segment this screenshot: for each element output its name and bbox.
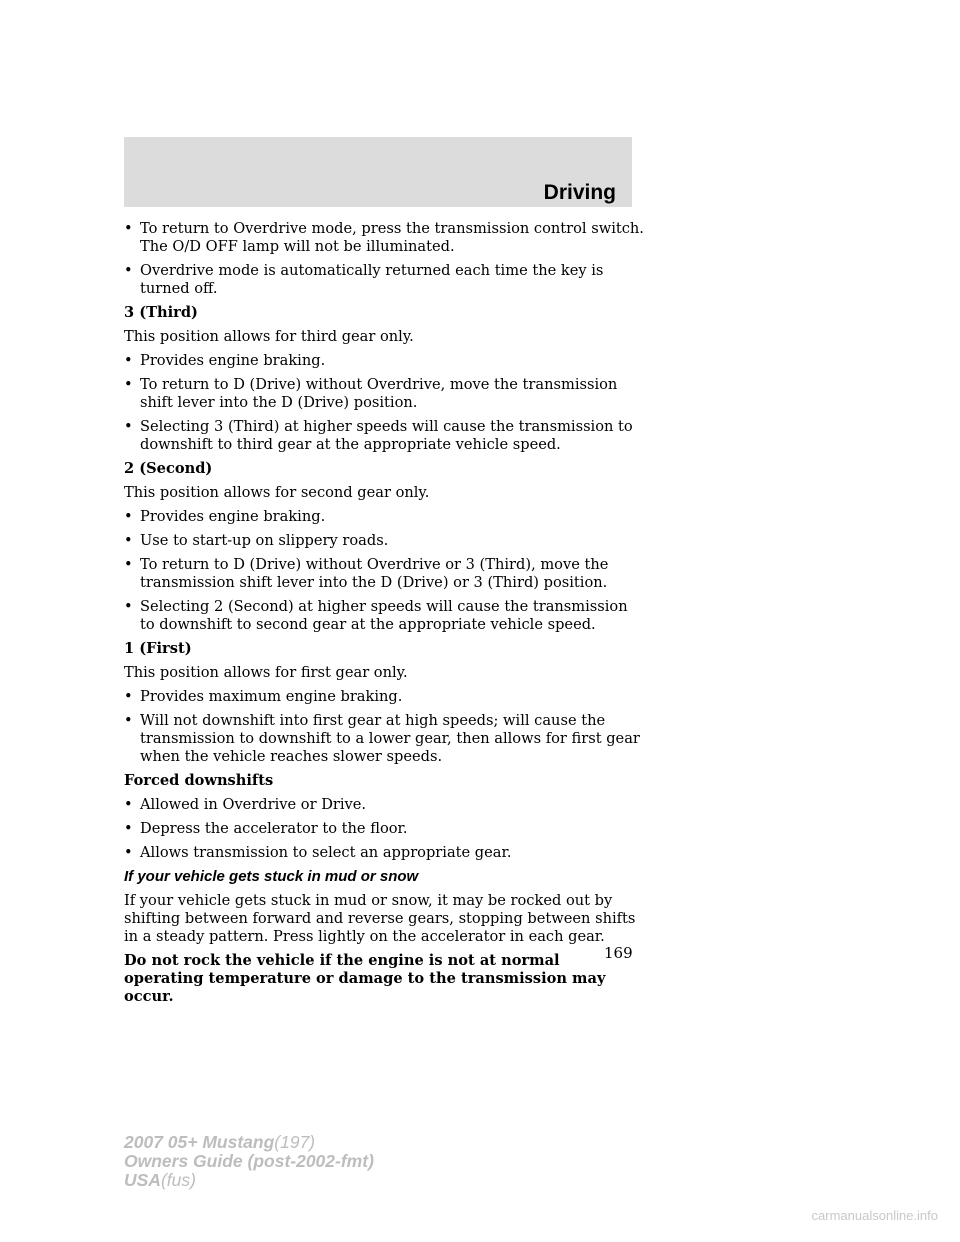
footer-line-1 xyxy=(124,1133,374,1152)
heading: Forced downshifts xyxy=(124,772,274,789)
heading: 3 (Third) xyxy=(124,304,198,321)
watermark: carmanualsonline.info xyxy=(811,1208,938,1223)
footer-line-3 xyxy=(124,1171,374,1190)
footer-line-2 xyxy=(124,1152,374,1171)
bullet-icon: • xyxy=(124,508,133,525)
bullet-icon: • xyxy=(124,688,133,705)
bullet-item xyxy=(124,556,644,592)
bullet-text: Use to start-up on slippery roads. xyxy=(140,532,389,549)
bullet-text: Selecting 3 (Third) at higher speeds will cause the transmission to downshift to third gear at the appropriate vehicle speed. xyxy=(140,418,633,453)
bullet-text: Provides engine braking. xyxy=(140,352,326,369)
footer-region: USA xyxy=(124,1170,161,1190)
footer-guide: Owners Guide (post-2002-fmt) xyxy=(124,1151,374,1171)
bullet-item xyxy=(124,508,644,526)
bold-para: Do not rock the vehicle if the engine is not at normal operating temperature or damage to the transmission may occur. xyxy=(124,952,606,1005)
bullet-icon: • xyxy=(124,418,133,435)
section-header-band xyxy=(124,137,632,207)
bullet-item xyxy=(124,376,644,412)
bullet-icon: • xyxy=(124,220,133,237)
page-content xyxy=(124,220,644,1012)
bullet-text: To return to D (Drive) without Overdrive or 3 (Third), move the transmission shift lever into the D (Drive) or 3 (Third) position. xyxy=(140,556,609,591)
bullet-text: Overdrive mode is automatically returned each time the key is turned off. xyxy=(140,262,604,297)
footer-region-code: (fus) xyxy=(160,1170,196,1190)
paragraph: This position allows for third gear only. xyxy=(124,328,414,345)
bullet-text: Provides maximum engine braking. xyxy=(140,688,403,705)
bullet-text: Provides engine braking. xyxy=(140,508,326,525)
bullet-text: Allows transmission to select an appropriate gear. xyxy=(140,844,512,861)
bullet-icon: • xyxy=(124,598,133,615)
bullet-item xyxy=(124,688,644,706)
bullet-icon: • xyxy=(124,796,133,813)
bullet-text: Will not downshift into first gear at high speeds; will cause the transmission to downshift to a lower gear, then allows for first gear when the vehicle reaches slower speeds. xyxy=(140,712,640,765)
bullet-icon: • xyxy=(124,712,133,729)
bullet-item xyxy=(124,262,644,298)
page-number: 169 xyxy=(604,944,633,962)
bullet-icon: • xyxy=(124,532,133,549)
bullet-item xyxy=(124,352,644,370)
paragraph: This position allows for first gear only. xyxy=(124,664,408,681)
footer-model-code: (197) xyxy=(274,1132,316,1152)
bullet-item xyxy=(124,220,644,256)
bullet-item xyxy=(124,532,644,550)
bullet-item xyxy=(124,712,644,766)
footer-model: 2007 05+ Mustang xyxy=(124,1132,275,1152)
bullet-text: Selecting 2 (Second) at higher speeds will cause the transmission to downshift to second gear at the appropriate vehicle speed. xyxy=(140,598,628,633)
bullet-icon: • xyxy=(124,262,133,279)
bullet-item xyxy=(124,844,644,862)
bullet-item xyxy=(124,796,644,814)
paragraph: This position allows for second gear only. xyxy=(124,484,430,501)
bullet-item xyxy=(124,598,644,634)
heading: 1 (First) xyxy=(124,640,192,657)
bullet-text: To return to D (Drive) without Overdrive, move the transmission shift lever into the D (Drive) position. xyxy=(140,376,618,411)
bullet-icon: • xyxy=(124,352,133,369)
bullet-icon: • xyxy=(124,844,133,861)
bullet-item xyxy=(124,820,644,838)
section-title: Driving xyxy=(543,181,616,204)
heading: 2 (Second) xyxy=(124,460,213,477)
print-footer xyxy=(124,1133,374,1190)
bullet-text: To return to Overdrive mode, press the transmission control switch. The O/D OFF lamp will not be illuminated. xyxy=(140,220,644,255)
bullet-text: Depress the accelerator to the floor. xyxy=(140,820,408,837)
bullet-item xyxy=(124,418,644,454)
bullet-icon: • xyxy=(124,556,133,573)
bullet-icon: • xyxy=(124,820,133,837)
italic-heading: If your vehicle gets stuck in mud or snow xyxy=(124,868,419,885)
bullet-text: Allowed in Overdrive or Drive. xyxy=(140,796,367,813)
paragraph: If your vehicle gets stuck in mud or snow, it may be rocked out by shifting between forward and reverse gears, stopping between shifts in a steady pattern. Press lightly on the accelerator in each gear. xyxy=(124,892,636,945)
bullet-icon: • xyxy=(124,376,133,393)
